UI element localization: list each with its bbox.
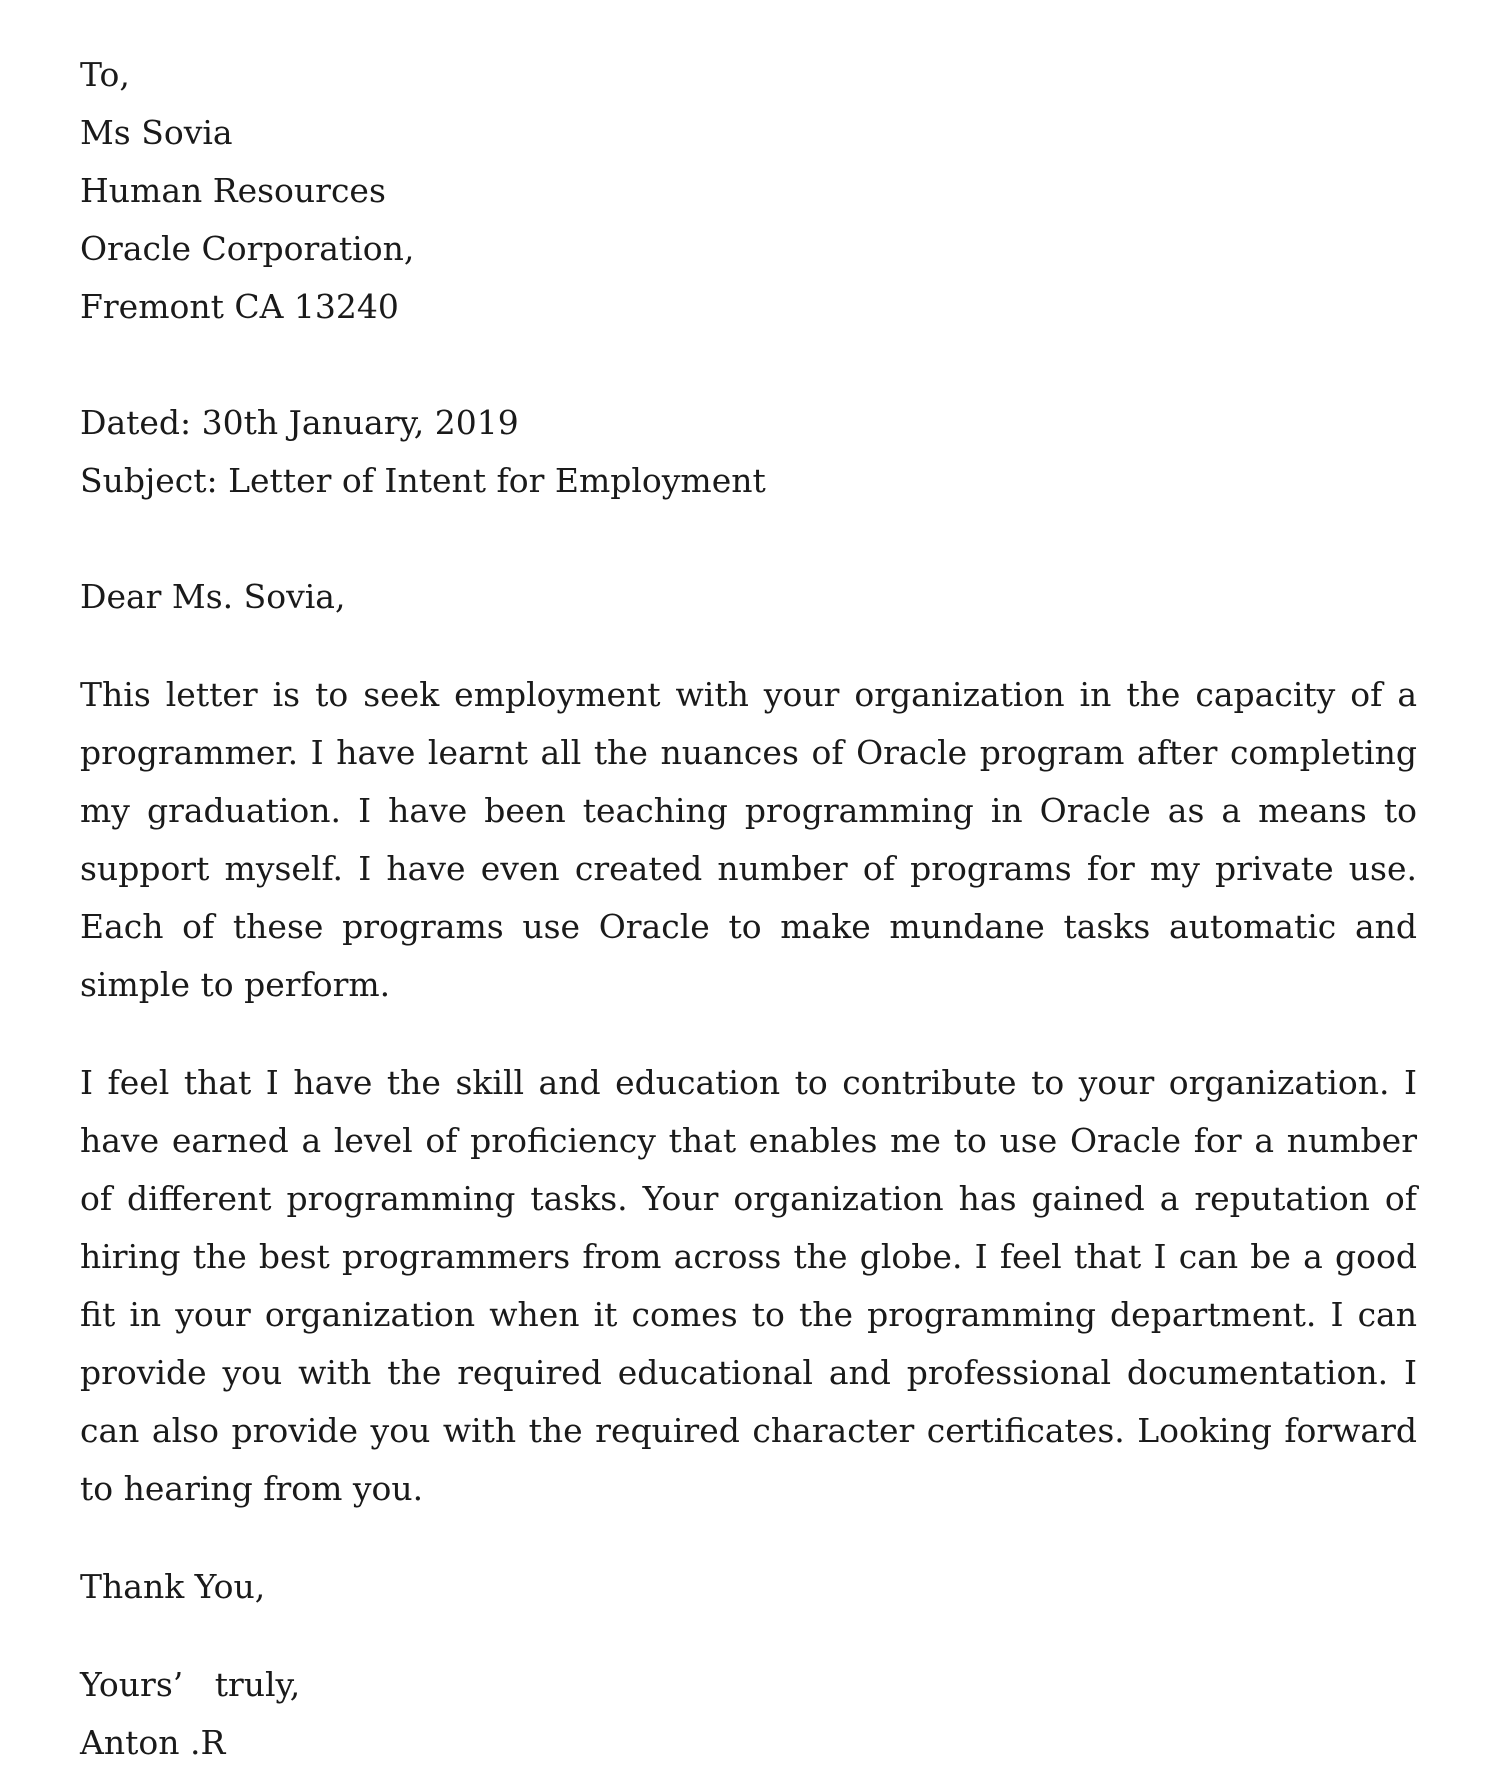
letter-page <box>80 46 1417 1772</box>
recipient-department: Human Resources <box>80 171 386 210</box>
spacer <box>80 336 1417 394</box>
thanks-line: Thank You, <box>80 1567 266 1606</box>
sign-off: Yours’ truly, <box>80 1665 301 1704</box>
body-paragraph-1: This letter is to seek employment with your organization in the capacity of a programmer. I have learnt all the nuances of Oracle program after completing my graduation. I have been teaching programming in Oracle as a means to support myself. I have even created number of programs for my private use. Each of these programs use Oracle to make mundane tasks automatic and simple to perform. <box>80 675 1417 1004</box>
letter-date: Dated: 30th January, 2019 <box>80 403 519 442</box>
recipient-name: Ms Sovia <box>80 113 233 152</box>
to-line: To, <box>80 55 130 94</box>
letter-body <box>80 666 1417 1518</box>
recipient-address: Fremont CA 13240 <box>80 287 399 326</box>
recipient-block <box>80 46 1417 336</box>
signature-name: Anton .R <box>80 1723 226 1762</box>
letter-subject: Subject: Letter of Intent for Employment <box>80 461 766 500</box>
body-paragraph-2: I feel that I have the skill and education to contribute to your organization. I have earned a level of proficiency that enables me to use Oracle for a number of different programming tasks. Your organization has gained a reputation of hiring the best programmers from across the globe. I feel that I can be a good fit in your organization when it comes to the programming department. I can provide you with the required educational and professional documentation. I can also provide you with the required character certificates. Looking forward to hearing from you. <box>80 1063 1417 1508</box>
recipient-company: Oracle Corporation, <box>80 229 415 268</box>
greeting: Dear Ms. Sovia, <box>80 577 346 616</box>
spacer <box>80 1518 1417 1558</box>
spacer <box>80 626 1417 666</box>
signature-block <box>80 1656 1417 1772</box>
spacer <box>80 510 1417 568</box>
spacer <box>80 1616 1417 1656</box>
meta-block <box>80 394 1417 510</box>
